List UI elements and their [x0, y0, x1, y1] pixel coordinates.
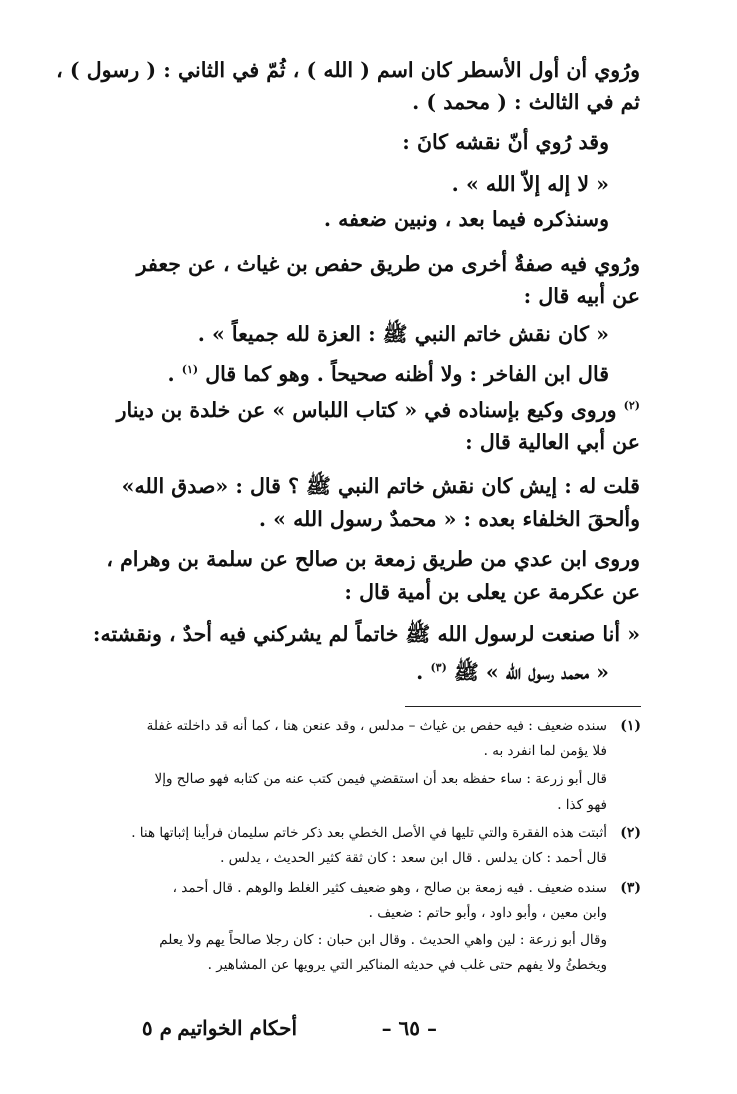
body-line-9-text: قال ابن الفاخر : ولا أظنه صحيحاً . وهو كما قال: [205, 362, 609, 386]
footnote-2-line-1: أثبتت هذه الفقرة والتي تليها في الأصل الخطي بعد ذكر خاتم سليمان فرأينا إثباتها هنا .: [131, 825, 607, 841]
body-line-14: وروى ابن عدي من طريق زمعة بن صالح عن سلمة بن وهرام ،: [106, 547, 640, 571]
footnote-number-3: (٣): [620, 880, 641, 896]
body-line-13: وألحقَ الخلفاء بعده : « محمدٌ رسول الله » .: [258, 507, 640, 531]
footnote-1b-line-1: قال أبو زرعة : ساء حفظه بعد أن استقضي فيمن كتب عنه من كتابه فهو صالح وإلا: [154, 771, 607, 787]
body-line-10: [117, 398, 640, 422]
body-line-17-text: « محمد رسول الله » ﷺ: [453, 660, 609, 684]
body-line-3: وقد رُوي أنّ نقشه كانَ :: [402, 130, 609, 154]
footnote-number-2: (٢): [620, 825, 641, 841]
footer-page-number: – ٦٥ –: [381, 1016, 437, 1040]
footnote-3-line-2: وابن معين ، وأبو داود ، وأبو حاتم : ضعيف .: [368, 905, 607, 921]
body-line-6: ورُوي فيه صفةٌ أخرى من طريق حفص بن غياث ، عن جعفر: [136, 252, 640, 276]
body-line-11: عن أبي العالية قال :: [465, 430, 640, 454]
body-line-17: « محمد رسول الله » ﷺ $^{(٣)}$ .: [416, 660, 609, 684]
body-line-5: وسنذكره فيما بعد ، ونبين ضعفه .: [323, 207, 609, 231]
footnote-ref-1: (١): [181, 363, 199, 377]
body-line-9: قال ابن الفاخر : ولا أظنه صحيحاً . وهو كما قال $^{(١)}$ .: [167, 362, 609, 386]
footnote-2-line-2: قال أحمد : كان يدلس . قال ابن سعد : كان ثقة كثير الحديث ، يدلس .: [220, 850, 607, 866]
body-line-7: عن أبيه قال :: [523, 284, 640, 308]
footnote-divider: [405, 706, 641, 707]
footnote-3-line-1: سنده ضعيف . فيه زمعة بن صالح ، وهو ضعيف كثير الغلط والوهم . قال أحمد ،: [172, 880, 607, 896]
body-line-15: عن عكرمة عن يعلى بن أمية قال :: [344, 580, 640, 604]
footer-book-title: أحكام الخواتيم: [177, 1016, 297, 1040]
body-line-8: « كان نقش خاتم النبي ﷺ : العزة لله جميعاً » .: [197, 322, 609, 346]
footnote-3b-line-2: ويخطئُ ولا يفهم حتى غلب في حديثه المناكير التي يرويها عن المشاهير .: [207, 957, 607, 973]
footnote-number-1: (١): [620, 718, 641, 734]
footnote-1-line-2: فلا يؤمن لما انفرد به .: [483, 743, 607, 759]
body-line-12: قلت له : إيش كان نقش خاتم النبي ﷺ ؟ قال : «صدق الله»: [121, 474, 640, 498]
footer-signature-mark: م ٥: [141, 1016, 172, 1040]
body-line-1: ورُوي أن أول الأسطر كان اسم ( الله ) ، ثُمّ في الثاني : ( رسول ) ،: [56, 58, 640, 82]
footnote-ref-2: (٢): [623, 399, 640, 413]
body-line-2: ثم في الثالث : ( محمد ) .: [412, 90, 640, 114]
footnote-3b-line-1: وقال أبو زرعة : لين واهي الحديث . وقال ابن حبان : كان رجلا صالحاً يهم ولا يعلم: [159, 932, 607, 948]
footnote-1b-line-2: فهو كذا .: [557, 797, 607, 813]
body-line-16: « أنا صنعت لرسول الله ﷺ خاتماً لم يشركني فيه أحدٌ ، ونقشته:: [92, 622, 640, 646]
footnote-ref-3: (٣): [430, 661, 447, 675]
body-line-10-text: وروى وكيع بإسناده في « كتاب اللباس » عن خلدة بن دينار: [116, 398, 617, 422]
footnote-1-line-1: سنده ضعيف : فيه حفص بن غياث – مدلس ، وقد عنعن هنا ، كما أنه قد داخلته غفلة: [146, 718, 607, 734]
body-line-4: « لا إله إلاّ الله » .: [451, 172, 609, 196]
